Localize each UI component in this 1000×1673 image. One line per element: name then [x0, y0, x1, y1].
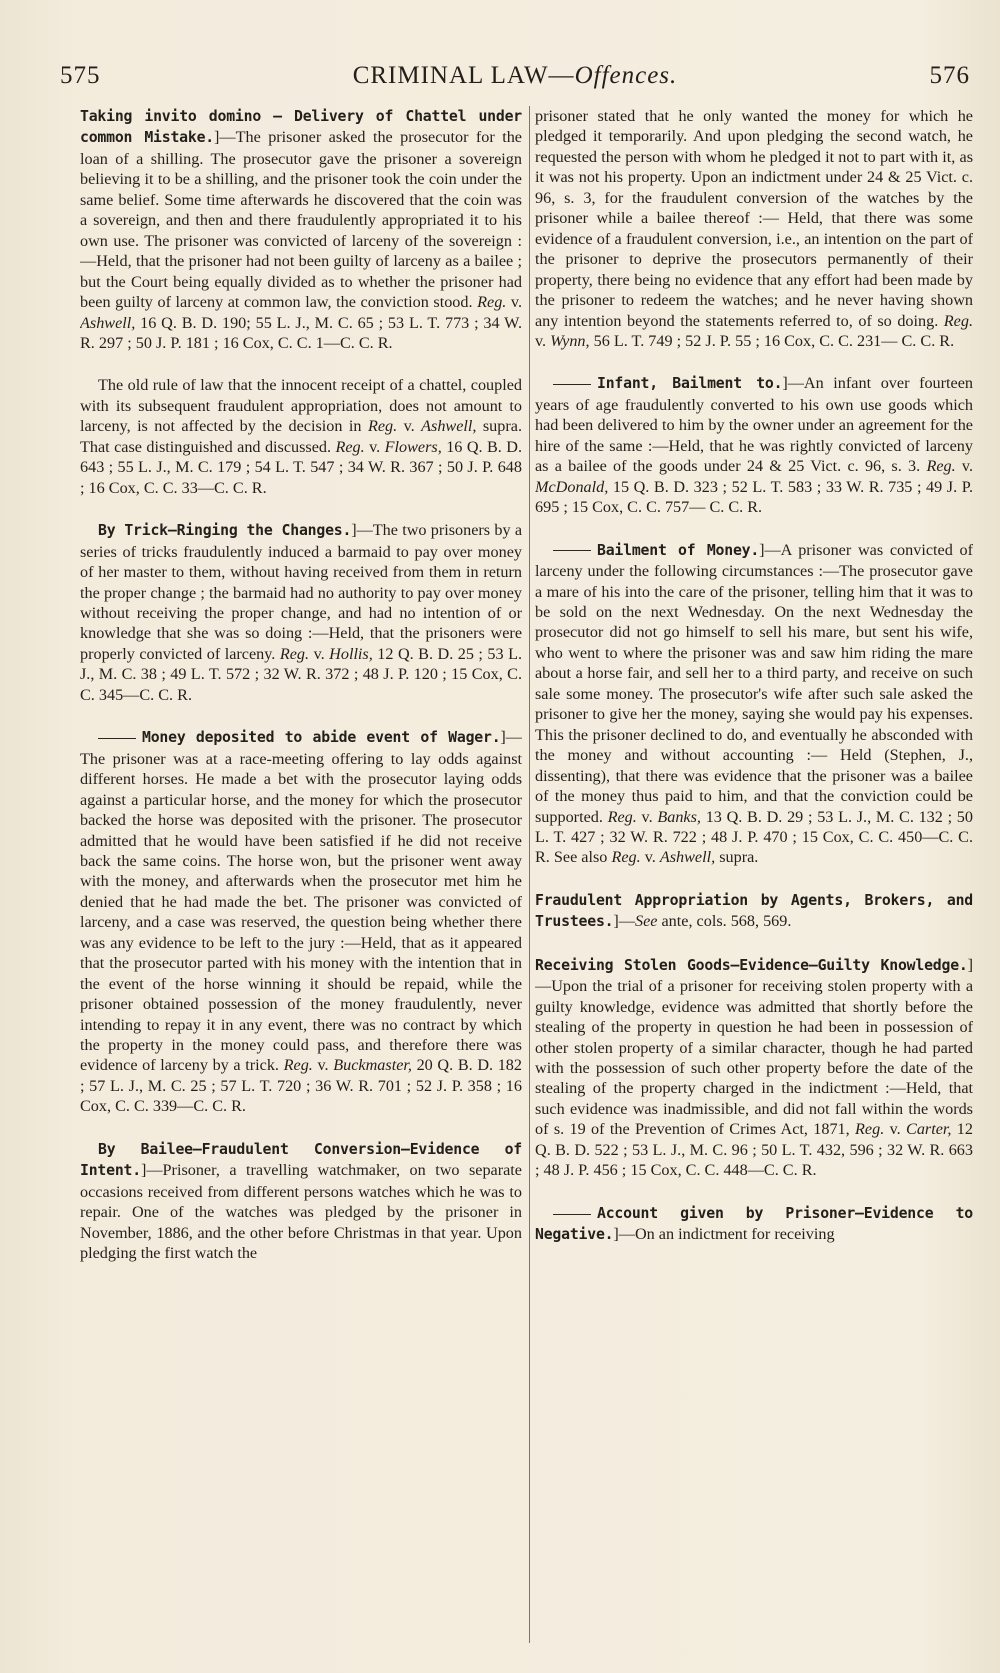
section-heading: Receiving Stolen Goods—Evidence—Guilty Knowledge. [535, 956, 968, 974]
dash-rule [553, 1214, 591, 1215]
paragraph-bailment-of-money: Bailment of Money.]—A prisoner was convicted of larceny under the following circumstances :—The prosecutor gave a mare of his into the care of the prisoner, telling him that it was to be sold on the next Wednesday. On the next Wednesday the prosecutor did not go himself to sell his mare, but sent his wife, who went to where the prisoner was and saw him riding the mare about a horse fair, and sell her to a third party, and receive on such sale some money. The prosecutor's wife after such sale asked the prisoner to give her the money, saying she would pay his expenses. This the prisoner declined to do, and eventually he absconded with the money and without accounting :— Held (Stephen, J., dissenting), that there was evidence that the prisoner was a bailee of the money thus paid to him, and that the conviction could be supported. Reg. v. Banks, 13 Q. B. D. 29 ; 53 L. J., M. C. 132 ; 50 L. T. 427 ; 32 W. R. 722 ; 48 J. P. 470 ; 15 Cox, C. C. 450—C. C. R. See also Reg. v. Ashwell, supra. [535, 540, 973, 867]
section-heading: Taking invito domino — Delivery of Chattel under common Mistake. [80, 108, 522, 147]
paragraph-fraudulent-appropriation: Fraudulent Appropriation by Agents, Brokers, and Trustees.]—See ante, cols. 568, 569. [535, 891, 973, 931]
column-right [535, 106, 973, 1633]
paragraph-continued: prisoner stated that he only wanted the money for which he pledged it temporarily. And upon pledging the second watch, he requested the person with whom he pledged it not to part with it, as it was not his property. Upon an indictment under 24 & 25 Vict. c. 96, s. 3, for the fraudulent conversion of the watches by the prisoner while a bailee thereof :— Held, that there was some evidence of a fraudulent conversion, i.e., an intention on the part of the prisoner to deprive the prosecutors permanently of their property, there being no evidence that any effort had been made by the prisoner to redeem the watches; and he never having shown any intention beyond the statements referred to, of so doing. Reg. v. Wynn, 56 L. T. 749 ; 52 J. P. 55 ; 16 Cox, C. C. 231— C. C. R. [535, 107, 973, 350]
paragraph-by-bailee: By Bailee—Fraudulent Conversion—Evidence of Intent.]—Prisoner, a travelling watchmaker, on two separate occasions received from different persons watches which he was to repair. One of the watches was pledged by the prisoner in November, 1886, and the other before Christmas in that year. Upon pledging the first watch the [80, 1140, 522, 1263]
paragraph-infant-bailment: Infant, Bailment to.]—An infant over fourteen years of age fraudulently converted to his own use goods which had been delivered to him by the owner under an agreement for the hire of the same :—Held, that he was rightly convicted of larceny as a bailee of the goods under 24 & 25 Vict. c. 96, s. 3. Reg. v. McDonald, 15 Q. B. D. 323 ; 52 L. T. 583 ; 33 W. R. 735 ; 49 J. P. 695 ; 15 Cox, C. C. 757— C. C. R. [535, 374, 973, 517]
section-heading: Account given by Prisoner—Evidence to Negative. [535, 1204, 973, 1244]
paragraph-old-rule: The old rule of law that the innocent receipt of a chattel, coupled with its subsequent fraudulent appropriation, does not amount to larceny, is not affected by the decision in Reg. v. Ashwell, supra. That case distinguished and discussed. Reg. v. Flowers, 16 Q. B. D. 643 ; 55 L. J., M. C. 179 ; 54 L. T. 547 ; 34 W. R. 367 ; 50 J. P. 648 ; 16 Cox, C. C. 33—C. C. R. [80, 376, 522, 497]
section-heading: By Trick—Ringing the Changes. [98, 522, 352, 540]
running-header [60, 62, 970, 102]
column-divider [529, 106, 530, 1643]
page-title: CRIMINAL LAW—Offences. [352, 62, 678, 89]
paragraph-money-deposited: Money deposited to abide event of Wager.]—The prisoner was at a race-meeting offering to lay odds against different horses. He made a bet with the prosecutor laying odds against a particular horse, and the money for which the prosecutor backed the horse was deposited with the prisoner. The prosecutor admitted that he would have been satisfied if he did not receive back the same coins. The horse won, but the prisoner went away with the money, and afterwards when the prosecutor met him he denied that he had made the bet. The prisoner was convicted of larceny, and a case was reserved, the question being whether there was any evidence to be left to the jury :—Held, that as it appeared that the prosecutor parted with his money with the intention that in the event of the horse winning it should be repaid, while the prisoner obtained possession of the money fraudulently, never intending to repay it in any event, there was no contract by which the property in the money could pass, and therefore there was evidence of larceny by a trick. Reg. v. Buckmaster, 20 Q. B. D. 182 ; 57 L. J., M. C. 25 ; 57 L. T. 720 ; 36 W. R. 701 ; 52 J. P. 358 ; 16 Cox, C. C. 339—C. C. R. [80, 728, 522, 1116]
dash-rule [553, 550, 591, 551]
section-heading: By Bailee—Fraudulent Conversion—Evidence of Intent. [80, 1140, 522, 1180]
paragraph-by-trick: By Trick—Ringing the Changes.]—The two prisoners by a series of tricks fraudulently induced a barmaid to pay over money of her master to them, without having received from them in return the proper change ; the barmaid had no authority to pay over money without receiving the proper change, and had no intention of or knowledge that she was so doing :—Held, that the prisoners were properly convicted of larceny. Reg. v. Hollis, 12 Q. B. D. 25 ; 53 L. J., M. C. 38 ; 49 L. T. 572 ; 32 W. R. 372 ; 48 J. P. 120 ; 15 Cox, C. C. 345—C. C. R. [80, 521, 522, 704]
paragraph-receiving-stolen-goods: Receiving Stolen Goods—Evidence—Guilty Knowledge.]—Upon the trial of a prisoner for receiving stolen property with a guilty knowledge, evidence was admitted that shortly before the stealing of the property in question he had been in possession of other stolen property of a similar character, though he had parted with the possession of such other property before the date of the stealing of the property charged in the indictment :—Held, that such evidence was inadmissible, and did not fall within the words of s. 19 of the Prevention of Crimes Act, 1871, Reg. v. Carter, 12 Q. B. D. 522 ; 53 L. J., M. C. 96 ; 50 L. T. 432, 596 ; 32 W. R. 663 ; 48 J. P. 456 ; 15 Cox, C. C. 448—C. C. R. [535, 955, 973, 1180]
section-heading: Infant, Bailment to. [597, 375, 783, 393]
page-number-right: 576 [929, 62, 970, 89]
section-heading: Fraudulent Appropriation by Agents, Brokers, and Trustees. [535, 891, 973, 931]
section-heading: Money deposited to abide event of Wager. [142, 729, 501, 747]
paragraph-account-given: Account given by Prisoner—Evidence to Negative.]—On an indictment for receiving [535, 1204, 973, 1244]
column-left [80, 106, 522, 1633]
dash-rule [553, 384, 591, 385]
paragraph-taking-invito-domino: Taking invito domino — Delivery of Chattel under common Mistake.]—The prisoner asked the prosecutor for the loan of a shilling. The prosecutor gave the prisoner a sovereign believing it to be a shilling, and the prisoner took the coin under the same belief. Some time afterwards he discovered that the coin was a sovereign, and then and there fraudulently appropriated it to his own use. The prisoner was convicted of larceny of the sovereign :—Held, that the prisoner had not been guilty of larceny as a bailee ; but the Court being equally divided as to whether the prisoner had been guilty of larceny at common law, the conviction stood. Reg. v. Ashwell, 16 Q. B. D. 190; 55 L. J., M. C. 65 ; 53 L. T. 773 ; 34 W. R. 297 ; 50 J. P. 181 ; 16 Cox, C. C. 1—C. C. R. [80, 108, 522, 352]
dash-rule [98, 738, 136, 739]
page-number-left: 575 [60, 62, 101, 89]
section-heading: Bailment of Money. [597, 541, 760, 559]
